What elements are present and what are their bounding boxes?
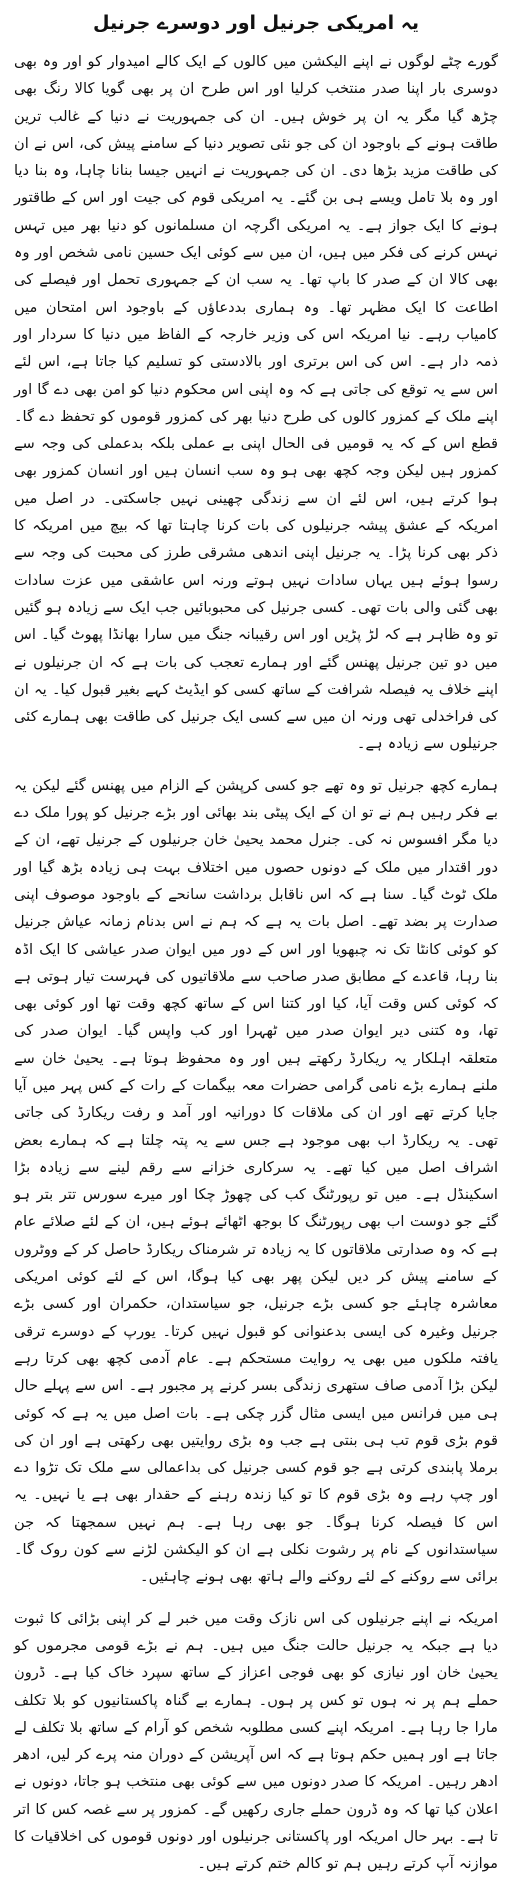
- article-paragraph-2: ہمارے کچھ جرنیل تو وہ تھے جو کسی کرپشن کے الزام میں پھنس گئے لیکن یہ بے فکر رہیں ہم نے تو ان کے ایک پیٹی بند بھائی اور بڑے جرنیل کو پورا ملک دے دیا مگر افسوس نہ کی۔ جنرل محمد یحییٰ خان جرنیلوں کے جرنیل تھے، ان کے دور اقتدار میں ملک کے دونوں حصوں میں اختلاف بہت ہی زیادہ بڑھ گیا اور ملک ٹوٹ گیا۔ سنا ہے کہ اس ناقابل برداشت سانحے کے باوجود موصوف اپنی صدارت پر بضد تھے۔ اصل بات یہ ہے کہ ہم نے اس بدنام زمانہ عیاش جرنیل کو کوئی کانٹا تک نہ چبھویا اور اس کے دور میں ایوان صدر عیاشی کا ایک اڈہ بنا رہا، قاعدے کے مطابق صدر صاحب سے ملاقاتیوں کی فہرست تیار ہوتی ہے کہ کوئی کس وقت آیا، کیا اور کتنا اس کے ساتھ کچھ وقت تھا اور کوئی بھی تھا، وہ کتنی دیر ایوان صدر میں ٹھہرا اور کب واپس گیا۔ ایوان صدر کی متعلقہ اہلکار یہ ریکارڈ رکھتے ہیں اور وہ محفوظ ہوتا ہے۔ یحییٰ خان سے ملنے ہمارے بڑے نامی گرامی حضرات معہ بیگمات کے رات کے کس پہر میں آیا جایا کرتے تھے اور ان کی ملاقات کا دورانیہ اور آمد و رفت ریکارڈ کی جاتی تھی۔ یہ ریکارڈ اب بھی موجود ہے جس سے یہ پتہ چلتا ہے کہ ہمارے بعض اشراف اصل میں کیا تھے۔ یہ سرکاری خزانے سے رقم لینے سے زیادہ بڑا اسکینڈل ہے۔ میں تو رپورٹنگ کب کی چھوڑ چکا اور میرے سورس تتر بتر ہو گئے جو دوست اب بھی رپورٹنگ کا بوجھ اٹھائے ہوئے ہیں، ان کے لئے صلائے عام ہے کہ وہ صدارتی ملاقاتوں کا یہ زیادہ تر شرمناک ریکارڈ حاصل کر کے ووٹروں کے سامنے پیش کر دیں لیکن پھر بھی کیا ہوگا، اس کے لئے کوئی امریکی معاشرہ چاہئے جو کسی بڑے جرنیل، جو سیاستدان، حکمران اور کسی بڑے جرنیل وغیرہ کی ایسی بدعنوانی کو قبول نہیں کرتا۔ یورپ کے دوسرے ترقی یافتہ ملکوں میں بھی یہ روایت مستحکم ہے۔ عام آدمی کچھ بھی کرتا رہے لیکن بڑا آدمی صاف ستھری زندگی بسر کرنے پر مجبور ہے۔ اس سے پہلے حال ہی میں فرانس میں ایسی مثال گزر چکی ہے۔ بات اصل میں یہ ہے کہ کوئی قوم بڑی قوم تب ہی بنتی ہے جب وہ بڑی روایتیں بھی رکھتی ہے اور ان کی برملا پابندی کرتی ہے جو قوم کسی جرنیل کی بداعمالی سے ملک تک تڑوا دے اور چپ رہے وہ بڑی قوم کا تو کیا زندہ رہنے کے حقدار بھی ہے یا نہیں۔ یہ اس کا فیصلہ کرنا ہوگا۔ جو بھی رہا ہے۔ ہم نہیں سمجھتا کہ جن سیاستدانوں کے نام پر رشوت نکلی ہے ان کو الیکشن لڑنے سے کون روک گا۔ برائی سے روکنے کے لئے روکنے والے ہاتھ بھی ہونے چاہئیں۔: [14, 776, 498, 1586]
- article-paragraph-3: امریکہ نے اپنے جرنیلوں کی اس نازک وقت میں خبر لے کر اپنی بڑائی کا ثبوت دیا ہے جبکہ یہ جرنیل حالت جنگ میں ہیں۔ ہم نے بڑے قومی مجرموں کو یحییٰ خان اور نیازی کو بھی فوجی اعزاز کے ساتھ سپرد خاک کیا ہے۔ ڈرون حملے ہم پر نہ ہوں تو کس پر ہوں۔ ہمارے بے گناہ پاکستانیوں کو بلا تکلف مارا جا رہا ہے۔ امریکہ اپنے کسی مطلوبہ شخص کو آرام کے ساتھ بلا تکلف لے جاتا ہے اور ہمیں حکم ہوتا ہے کہ اس آپریشن کے دوران منہ پرے کر لیں، ادھر ادھر رہیں۔ امریکہ کا صدر دونوں میں سے کوئی بھی منتخب ہو جاتا، دونوں نے اعلان کیا تھا کہ وہ ڈرون حملے جاری رکھیں گے۔ کمزور پر سے غصہ کس کا اتر تا ہے۔ بہر حال امریکہ اور پاکستانی جرنیلوں اور دونوں قوموں کی اخلاقیات کا موازنہ آپ کرتے رہیں ہم تو کالم ختم کرتے ہیں۔: [14, 1609, 498, 1873]
- article-paragraph-1: گورے چٹے لوگوں نے اپنے الیکشن میں کالوں کے ایک کالے امیدوار کو اور وہ بھی دوسری بار اپنا صدر منتخب کرلیا اور اس طرح ان پر بھی گویا کالا رنگ بھی چڑھ گیا مگر یہ ان پر خوش ہیں۔ ان کی جمہوریت نے دنیا کے غالب ترین طاقت ہونے کے باوجود ان کی جو نئی تصویر دنیا کے سامنے پیش کی، اس نے ان کی طاقت مزید بڑھا دی۔ ان کی جمہوریت نے انہیں جیسا بنانا چاہا، وہ بنا دیا اور وہ بلا تامل ویسے ہی بن گئے۔ یہ امریکی قوم کی جیت اور اس کے طاقتور ہونے کا ایک جواز ہے۔ یہ امریکی اگرچہ ان مسلمانوں کو دنیا بھر میں تہس نہس کرنے کی فکر میں ہیں، ان میں سے کوئی ایک حسین نامی شخص اور وہ بھی کالا ان کے صدر کا باپ تھا۔ یہ سب ان کے جمہوری تحمل اور فیصلے کی اطاعت کا ایک مظہر تھا۔ وہ ہماری بددعاؤں کے باوجود اس امتحان میں کامیاب رہے۔ نیا امریکہ اس کی وزیر خارجہ کے الفاظ میں دنیا کا سردار اور ذمہ دار ہے۔ اس کی اس برتری اور بالادستی کو تسلیم کیا جاتا ہے، اس لئے اس سے یہ توقع کی جاتی ہے کہ وہ اپنی اس محکوم دنیا کو امن بھی دے گا اور اپنے ملک کے کمزور کالوں کی طرح دنیا بھر کی کمزور قوموں کو تحفظ دے گا۔ قطع اس کے کہ یہ قومیں فی الحال اپنی بے عملی بلکہ بدعملی کی وجہ سے کمزور ہیں لیکن وجہ کچھ بھی ہو وہ سب انسان ہیں اور انسان کمزور بھی ہوا کرتے ہیں، اس لئے ان سے زندگی چھینی نہیں جاسکتی۔ در اصل میں امریکہ کے عشق پیشہ جرنیلوں کی بات کرنا چاہتا تھا کہ بیچ میں امریکہ کا ذکر بھی کرنا پڑا۔ یہ جرنیل اپنی اندھی مشرقی طرز کی محبت کی وجہ سے رسوا ہوئے ہیں یہاں سادات نہیں ہوتے ورنہ اس عاشقی میں عزت سادات بھی گئی والی بات تھی۔ کسی جرنیل کی محبوبائیں جب ایک سے زیادہ ہو گئیں تو وہ ظاہر ہے کہ لڑ پڑیں اور اس رقیبانہ جنگ میں سارا بھانڈا پھوٹ گیا۔ اس میں دو تین جرنیل پھنس گئے اور ہمارے تعجب کی بات ہے کہ ان جرنیلوں نے اپنے خلاف یہ فیصلہ شرافت کے ساتھ کسی کو ایڈیٹ کہے بغیر قبول کیا۔ یہ ان کی فراخدلی تھی ورنہ ان میں سے کسی ایک جرنیل کی طاقت بھی ہمارے کئی جرنیلوں سے زیادہ ہے۔: [14, 53, 498, 753]
- article-headline: یہ امریکی جرنیل اور دوسرے جرنیل: [92, 12, 420, 34]
